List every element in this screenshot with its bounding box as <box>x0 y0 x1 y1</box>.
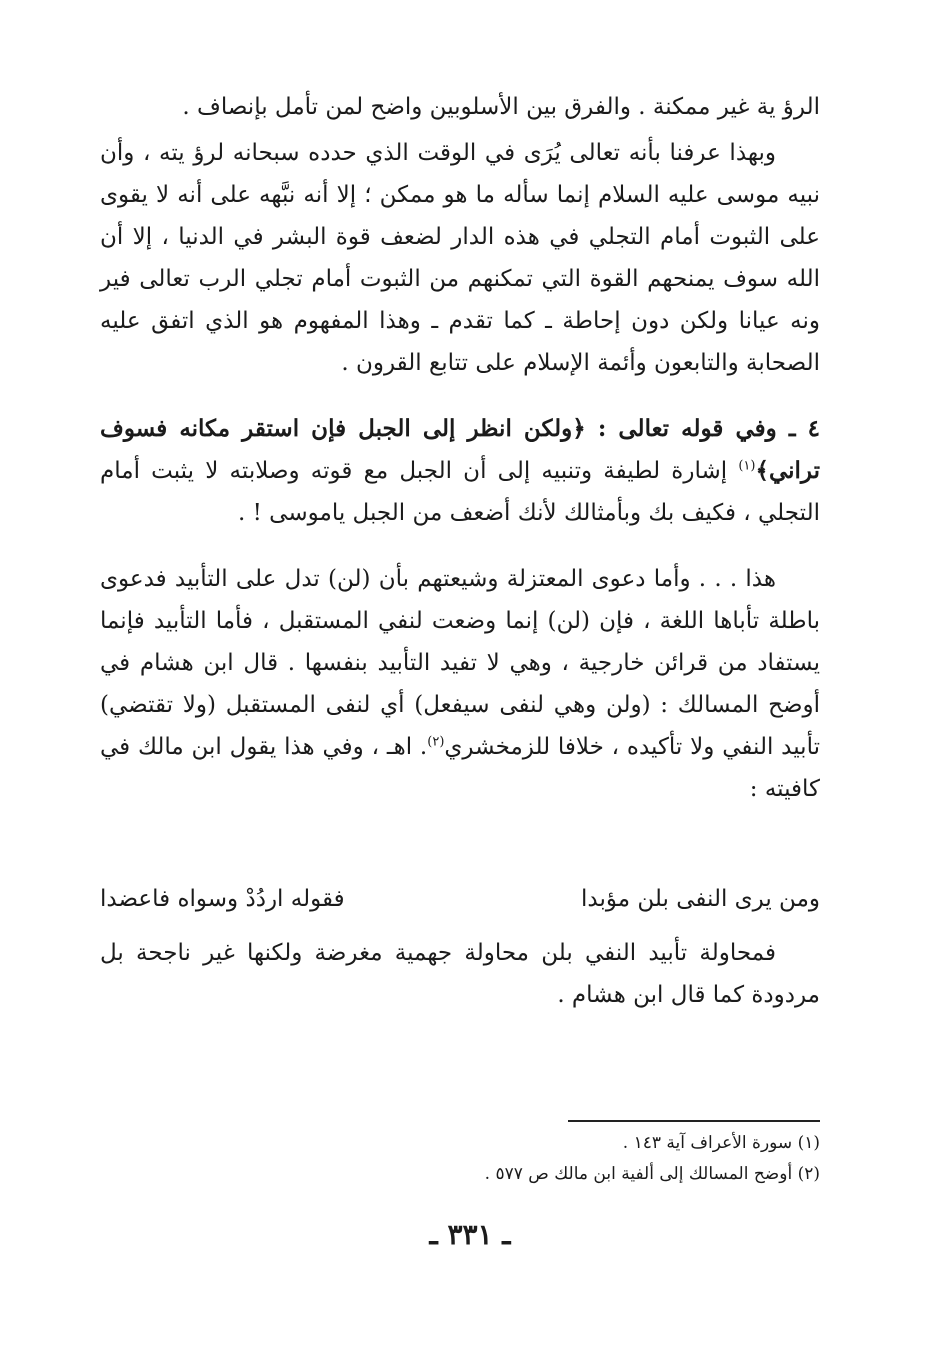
paragraph-3-rest: إشارة لطيفة وتنبيه إلى أن الجبل مع قوته وصلابته لا يثبت أمام التجلي ، فكيف بك وبأمثالك لأنك أضعف من الجبل ياموسى ! . <box>100 458 820 526</box>
footnotes <box>380 1128 820 1190</box>
quran-verse-quote: ٤ ـ وفي قوله تعالى : ﴿ولكن انظر إلى الجبل فإن استقر مكانه فسوف تراني﴾ <box>100 415 820 484</box>
paragraph-2: وبهذا عرفنا بأنه تعالى يُرَى في الوقت الذي حدده سبحانه لرؤ يته ، وأن نبيه موسى عليه السلام إنما سأله ما هو ممكن ؛ إلا أنه نبَّهه على أنه لا يقوى على الثبوت أمام التجلي في هذه الدار لضعف قوة البشر في الدنيا ، إلا أن الله سوف يمنحهم القوة التي تمكنهم من الثبوت أمام تجلي الرب تعالى فير ونه عيانا ولكن دون إحاطة ـ كما تقدم ـ وهذا المفهوم هو الذي اتفق عليه الصحابة والتابعون وأئمة الإسلام على تتابع القرون . <box>100 140 820 376</box>
verse-first-hemistich: ومن يرى النفى بلن مؤبدا <box>580 886 820 912</box>
paragraph-5: فمحاولة تأبيد النفي بلن محاولة جهمية مغرضة ولكنها غير ناجحة بل مردودة كما قال ابن هشام . <box>100 940 820 1008</box>
paragraph-1: الرؤ ية غير ممكنة . والفرق بين الأسلوبين واضح لمن تأمل بإنصاف . <box>182 94 820 120</box>
footnote-2: (٢) أوضح المسالك إلى ألفية ابن مالك ص ٥٧٧ . <box>484 1164 820 1184</box>
paragraph-3 <box>100 408 820 534</box>
footnote-1: (١) سورة الأعراف آية ١٤٣ . <box>622 1133 820 1153</box>
paragraph-4 <box>100 558 820 810</box>
main-text-bottom <box>100 932 820 1016</box>
page-number: ـ ٣٣١ ـ <box>429 1218 511 1251</box>
footnote-ref-1: (١) <box>738 458 756 474</box>
paragraph-4-main: هذا . . . وأما دعوى المعتزلة وشيعتهم بأن (لن) تدل على التأبيد فدعوى باطلة تأباها اللغة ، فإن (لن) إنما وضعت لنفي المستقبل ، فأما التأبيد فإنما يستفاد من قرائن خارجية ، وهي لا تفيد التأبيد بنفسها . قال ابن هشام في أوضح المسالك : (ولن وهي لنفى سيفعل) أي لنفى المستقبل (ولا تقتضي) تأبيد النفي ولا تأكيده ، خلافا للزمخشري <box>100 566 820 760</box>
main-text-top <box>100 86 820 810</box>
poetry-verse <box>100 878 820 920</box>
footnote-divider <box>568 1120 820 1122</box>
verse-second-hemistich: فقوله اردُدْ وسواه فاعضدا <box>100 886 345 912</box>
footnote-ref-2: (٢) <box>427 734 445 750</box>
paragraph-4-end: . اهـ ، وفي هذا يقول ابن مالك في كافيته : <box>100 734 820 802</box>
